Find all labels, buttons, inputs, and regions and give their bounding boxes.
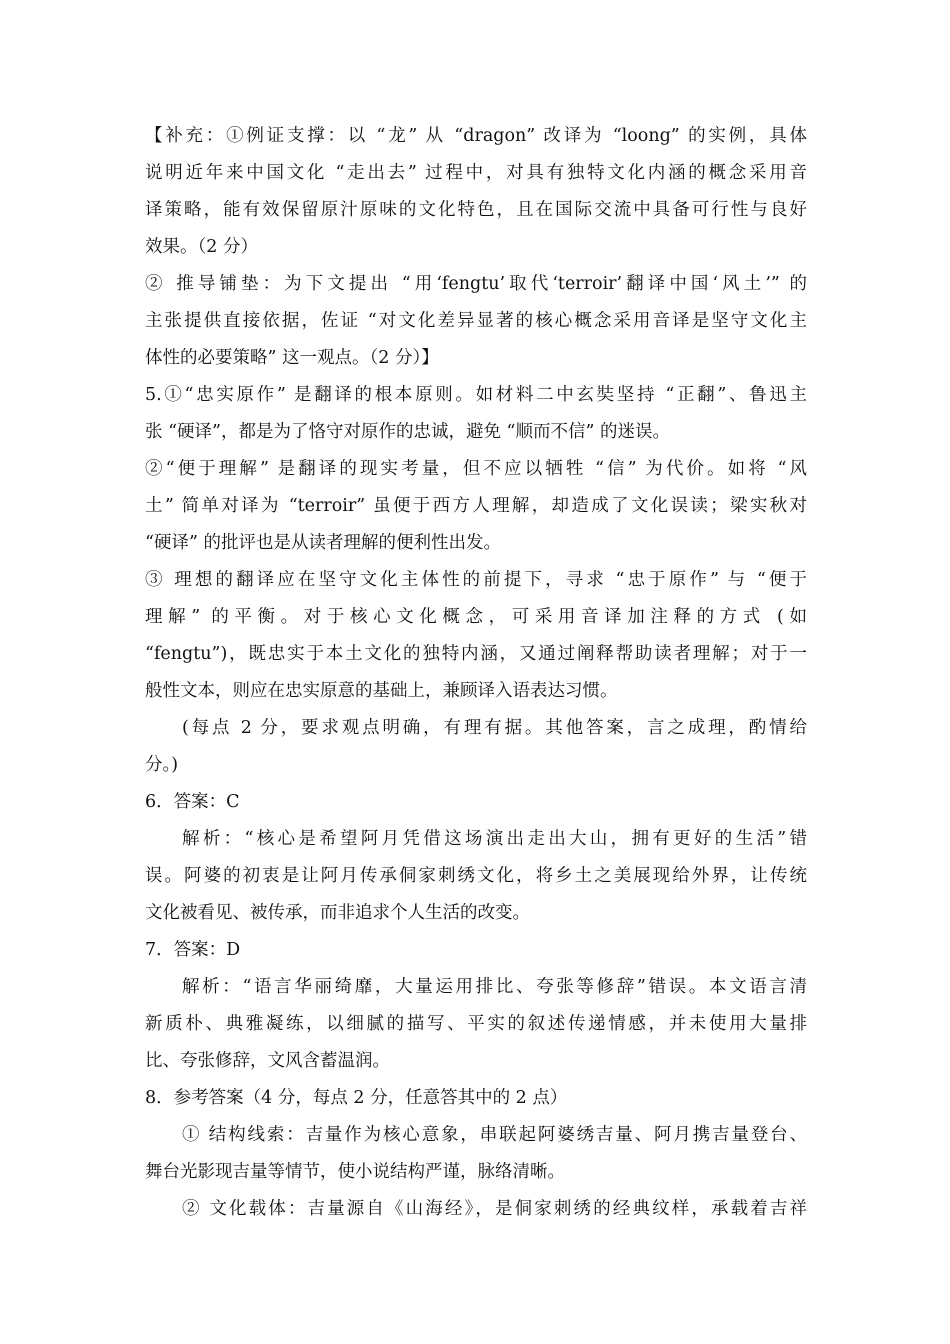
text-line: 5.①“忠实原作” 是翻译的根本原则。如材料二中玄奘坚持 “正翻”、鲁迅主 [145,385,807,405]
text-line: 主张提供直接依据，佐证 “对文化差异显著的核心概念采用音译是坚守文化主 [145,311,807,331]
text-line: ② 文化载体：吉量源自《山海经》，是侗家刺绣的经典纹样，承载着吉祥 [182,1199,807,1219]
text-line: 效果。（2 分） [145,237,258,257]
text-line: 分。) [145,755,179,775]
text-line: 比、夸张修辞，文风含蓄温润。 [145,1051,390,1071]
text-line: 文化被看见、被传承，而非追求个人生活的改变。 [145,903,530,923]
text-line: 误。阿婆的初衷是让阿月传承侗家刺绣文化，将乡土之美展现给外界，让传统 [145,866,807,886]
text-line: 译策略，能有效保留原汁原味的文化特色，且在国际交流中具备可行性与良好 [145,200,807,220]
text-line: 般性文本，则应在忠实原意的基础上，兼顾译入语表达习惯。 [145,681,618,701]
text-line: 8．参考答案（4 分，每点 2 分，任意答其中的 2 点） [145,1088,568,1108]
text-line: 舞台光影现吉量等情节，使小说结构严谨，脉络清晰。 [145,1162,565,1182]
text-line: (每点 2 分，要求观点明确，有理有据。其他答案，言之成理，酌情给 [182,718,807,738]
text-line: 7．答案：D [145,940,241,960]
text-line: 解析：“语言华丽绮靡，大量运用排比、夸张等修辞”错误。本文语言清 [182,977,807,997]
text-line: 说明近年来中国文化 “走出去” 过程中，对具有独特文化内涵的概念采用音 [145,163,807,183]
text-line: 张 “硬译”，都是为了恪守对原作的忠诚，避免 “顺而不信” 的迷误。 [145,422,670,442]
text-line: 理解” 的平衡。对于核心文化概念，可采用音译加注释的方式 (如 [145,607,807,627]
text-line: ②“便于理解” 是翻译的现实考量，但不应以牺牲 “信” 为代价。如将 “风 [145,459,807,479]
text-line: ③ 理想的翻译应在坚守文化主体性的前提下，寻求 “忠于原作” 与 “便于 [145,570,807,590]
text-line: ② 推导铺垫：为下文提出 “用‘fengtu’取代‘terroir’翻译中国‘风土’” 的 [145,274,807,294]
text-line: ① 结构线索：吉量作为核心意象，串联起阿婆绣吉量、阿月携吉量登台、 [182,1125,807,1145]
text-line: “硬译” 的批评也是从读者理解的便利性出发。 [145,533,501,553]
text-line: 新质朴、典雅凝练，以细腻的描写、平实的叙述传递情感，并未使用大量排 [145,1014,807,1034]
text-line: 土” 简单对译为 “terroir” 虽便于西方人理解，却造成了文化误读；梁实秋对 [145,496,807,516]
text-line: 【补充：①例证支撑：以 “龙” 从 “dragon” 改译为 “loong” 的实例，具体 [145,126,807,146]
text-line: 解析：“核心是希望阿月凭借这场演出走出大山，拥有更好的生活”错 [182,829,807,849]
text-line: 6．答案：C [145,792,240,812]
text-line: 体性的必要策略” 这一观点。（2 分）】 [145,348,439,368]
document-page [145,118,807,1228]
text-line: “fengtu”)，既忠实于本土文化的独特内涵，又通过阐释帮助读者理解；对于一 [145,644,807,664]
